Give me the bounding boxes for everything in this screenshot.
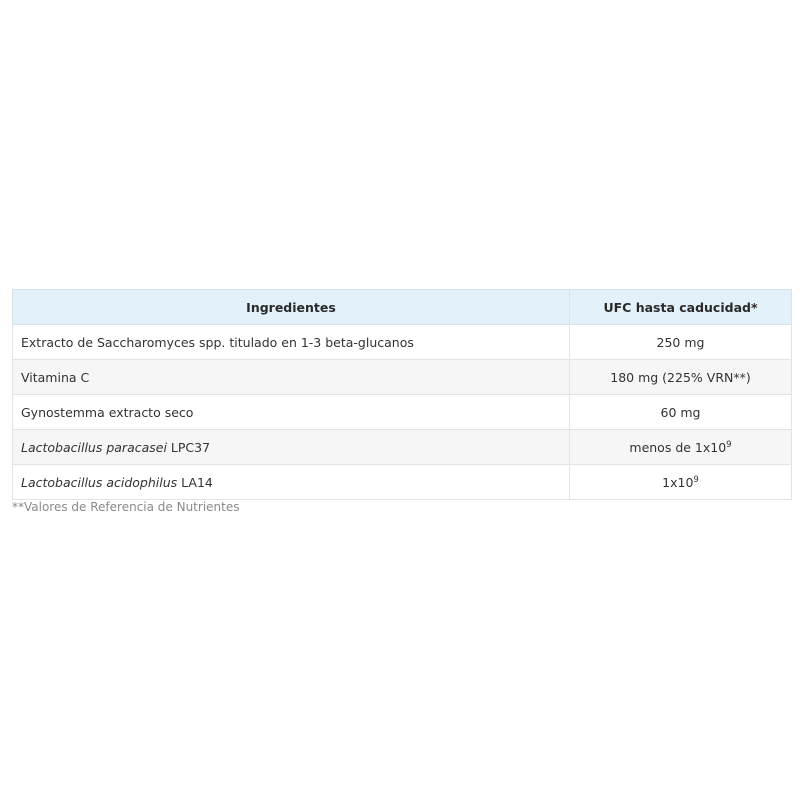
amount-exponent: 9 — [693, 474, 699, 485]
header-ingredients: Ingredientes — [13, 290, 570, 325]
ingredient-amount: 180 mg (225% VRN**) — [570, 360, 792, 395]
nutrition-table-container — [12, 289, 791, 500]
table-row — [13, 360, 792, 395]
ingredient-species: Lactobacillus paracasei — [21, 439, 167, 455]
ingredient-strain: LA14 — [177, 474, 213, 490]
ingredient-name: Extracto de Saccharomyces spp. titulado en 1-3 beta-glucanos — [13, 325, 570, 360]
table-header-row — [13, 290, 792, 325]
ingredient-name — [13, 465, 570, 500]
nutrition-table — [12, 289, 792, 500]
ingredient-amount: 60 mg — [570, 395, 792, 430]
ingredient-name — [13, 430, 570, 465]
ingredient-amount — [570, 430, 792, 465]
table-row — [13, 465, 792, 500]
ingredient-amount: 250 mg — [570, 325, 792, 360]
ingredient-species: Lactobacillus acidophilus — [21, 474, 178, 490]
amount-base: 1x10 — [662, 474, 694, 490]
ingredient-name: Gynostemma extracto seco — [13, 395, 570, 430]
table-row — [13, 325, 792, 360]
table-row — [13, 395, 792, 430]
ingredient-name: Vitamina C — [13, 360, 570, 395]
ingredient-strain: LPC37 — [166, 439, 211, 455]
ingredient-amount — [570, 465, 792, 500]
table-row — [13, 430, 792, 465]
amount-exponent: 9 — [726, 439, 732, 450]
amount-base: menos de 1x10 — [629, 439, 727, 455]
header-ufc: UFC hasta caducidad* — [570, 290, 792, 325]
footnote: **Valores de Referencia de Nutrientes — [12, 500, 240, 514]
